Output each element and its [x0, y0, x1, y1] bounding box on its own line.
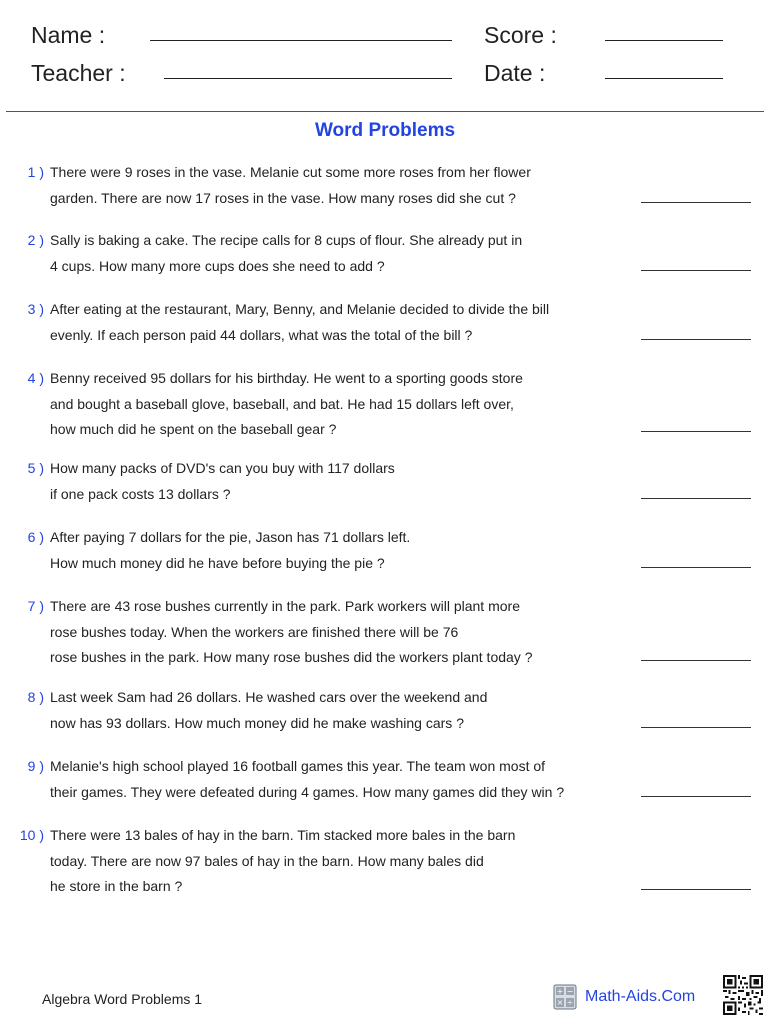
problem-number: 10 ) [19, 827, 44, 843]
problem-line: Last week Sam had 26 dollars. He washed cars over the weekend and [50, 689, 488, 705]
problem-line: now has 93 dollars. How much money did he make washing cars ? [50, 714, 464, 731]
problem-line: There are 43 rose bushes currently in the park. Park workers will plant more [50, 598, 520, 614]
footer-worksheet-title: Algebra Word Problems 1 [42, 991, 203, 1007]
problem-line: how much did he spent on the baseball gear ? [50, 421, 337, 437]
problem-number: 8 ) [27, 689, 44, 705]
calculator-icon [553, 984, 577, 1010]
svg-text:+: + [556, 987, 564, 996]
problem-line: Benny received 95 dollars for his birthday. He went to a sporting goods store [50, 370, 523, 386]
problem-line: rose bushes today. When the workers are finished there will be 76 [50, 623, 459, 640]
problem-line: he store in the barn ? [50, 878, 183, 894]
qr-code-icon [723, 975, 763, 1015]
header-divider [6, 111, 764, 112]
problem-line: rose bushes in the park. How many rose bushes did the workers plant today ? [50, 649, 533, 665]
problem-line: garden. There are now 17 roses in the vase. How many roses did she cut ? [50, 189, 516, 206]
problem-line: How many packs of DVD's can you buy with 117 dollars [50, 460, 395, 476]
problem-text [50, 228, 630, 279]
problem-line: Melanie's high school played 16 football games this year. The team won most of [50, 758, 546, 774]
problem-number: 3 ) [27, 301, 44, 317]
problem-line: if one pack costs 13 dollars ? [50, 485, 231, 502]
problem-text [50, 160, 630, 211]
name-label: Name : [31, 22, 106, 48]
problem-line: There were 9 roses in the vase. Melanie cut some more roses from her flower [50, 164, 531, 180]
answer-line [641, 339, 751, 340]
page-title: Word Problems [314, 120, 456, 141]
svg-text:÷: ÷ [566, 998, 574, 1007]
problem-text [50, 456, 630, 507]
problem-text [50, 754, 630, 805]
problem-number: 6 ) [27, 529, 44, 545]
problem-number: 2 ) [27, 232, 44, 248]
score-label: Score : [484, 22, 557, 48]
problem-text [50, 366, 630, 443]
answer-line [641, 660, 751, 661]
problem-line: Sally is baking a cake. The recipe calls for 8 cups of flour. She already put in [50, 232, 523, 248]
svg-text:×: × [556, 998, 564, 1007]
problem-line: How much money did he have before buying the pie ? [50, 554, 385, 571]
problem-line: today. There are now 97 bales of hay in the barn. How many bales did [50, 852, 484, 869]
problem-number: 7 ) [27, 598, 44, 614]
problem-line: After eating at the restaurant, Mary, Benny, and Melanie decided to divide the bill [50, 301, 550, 317]
problem-number: 4 ) [27, 370, 44, 386]
teacher-line [164, 78, 452, 79]
svg-text:−: − [566, 987, 574, 996]
answer-line [641, 567, 751, 568]
answer-line [641, 796, 751, 797]
answer-line [641, 889, 751, 890]
problem-text [50, 525, 630, 576]
problem-line: and bought a baseball glove, baseball, and bat. He had 15 dollars left over, [50, 395, 514, 412]
score-line [605, 40, 723, 41]
problem-text [50, 823, 630, 900]
answer-line [641, 202, 751, 203]
name-line [150, 40, 452, 41]
answer-line [641, 727, 751, 728]
problem-text [50, 594, 630, 671]
problem-text [50, 297, 630, 348]
footer-brand: Math-Aids.Com [585, 988, 696, 1005]
date-line [605, 78, 723, 79]
teacher-label: Teacher : [31, 60, 126, 86]
problem-line: After paying 7 dollars for the pie, Jason has 71 dollars left. [50, 529, 411, 545]
answer-line [641, 270, 751, 271]
answer-line [641, 498, 751, 499]
problem-text [50, 685, 630, 736]
problem-number: 5 ) [27, 460, 44, 476]
problem-line: evenly. If each person paid 44 dollars, what was the total of the bill ? [50, 326, 473, 343]
problem-line: 4 cups. How many more cups does she need to add ? [50, 257, 385, 274]
problem-number: 9 ) [27, 758, 44, 774]
answer-line [641, 431, 751, 432]
problem-number: 1 ) [27, 164, 44, 180]
problem-line: There were 13 bales of hay in the barn. Tim stacked more bales in the barn [50, 827, 516, 843]
date-label: Date : [484, 60, 546, 86]
problem-line: their games. They were defeated during 4 games. How many games did they win ? [50, 783, 565, 800]
